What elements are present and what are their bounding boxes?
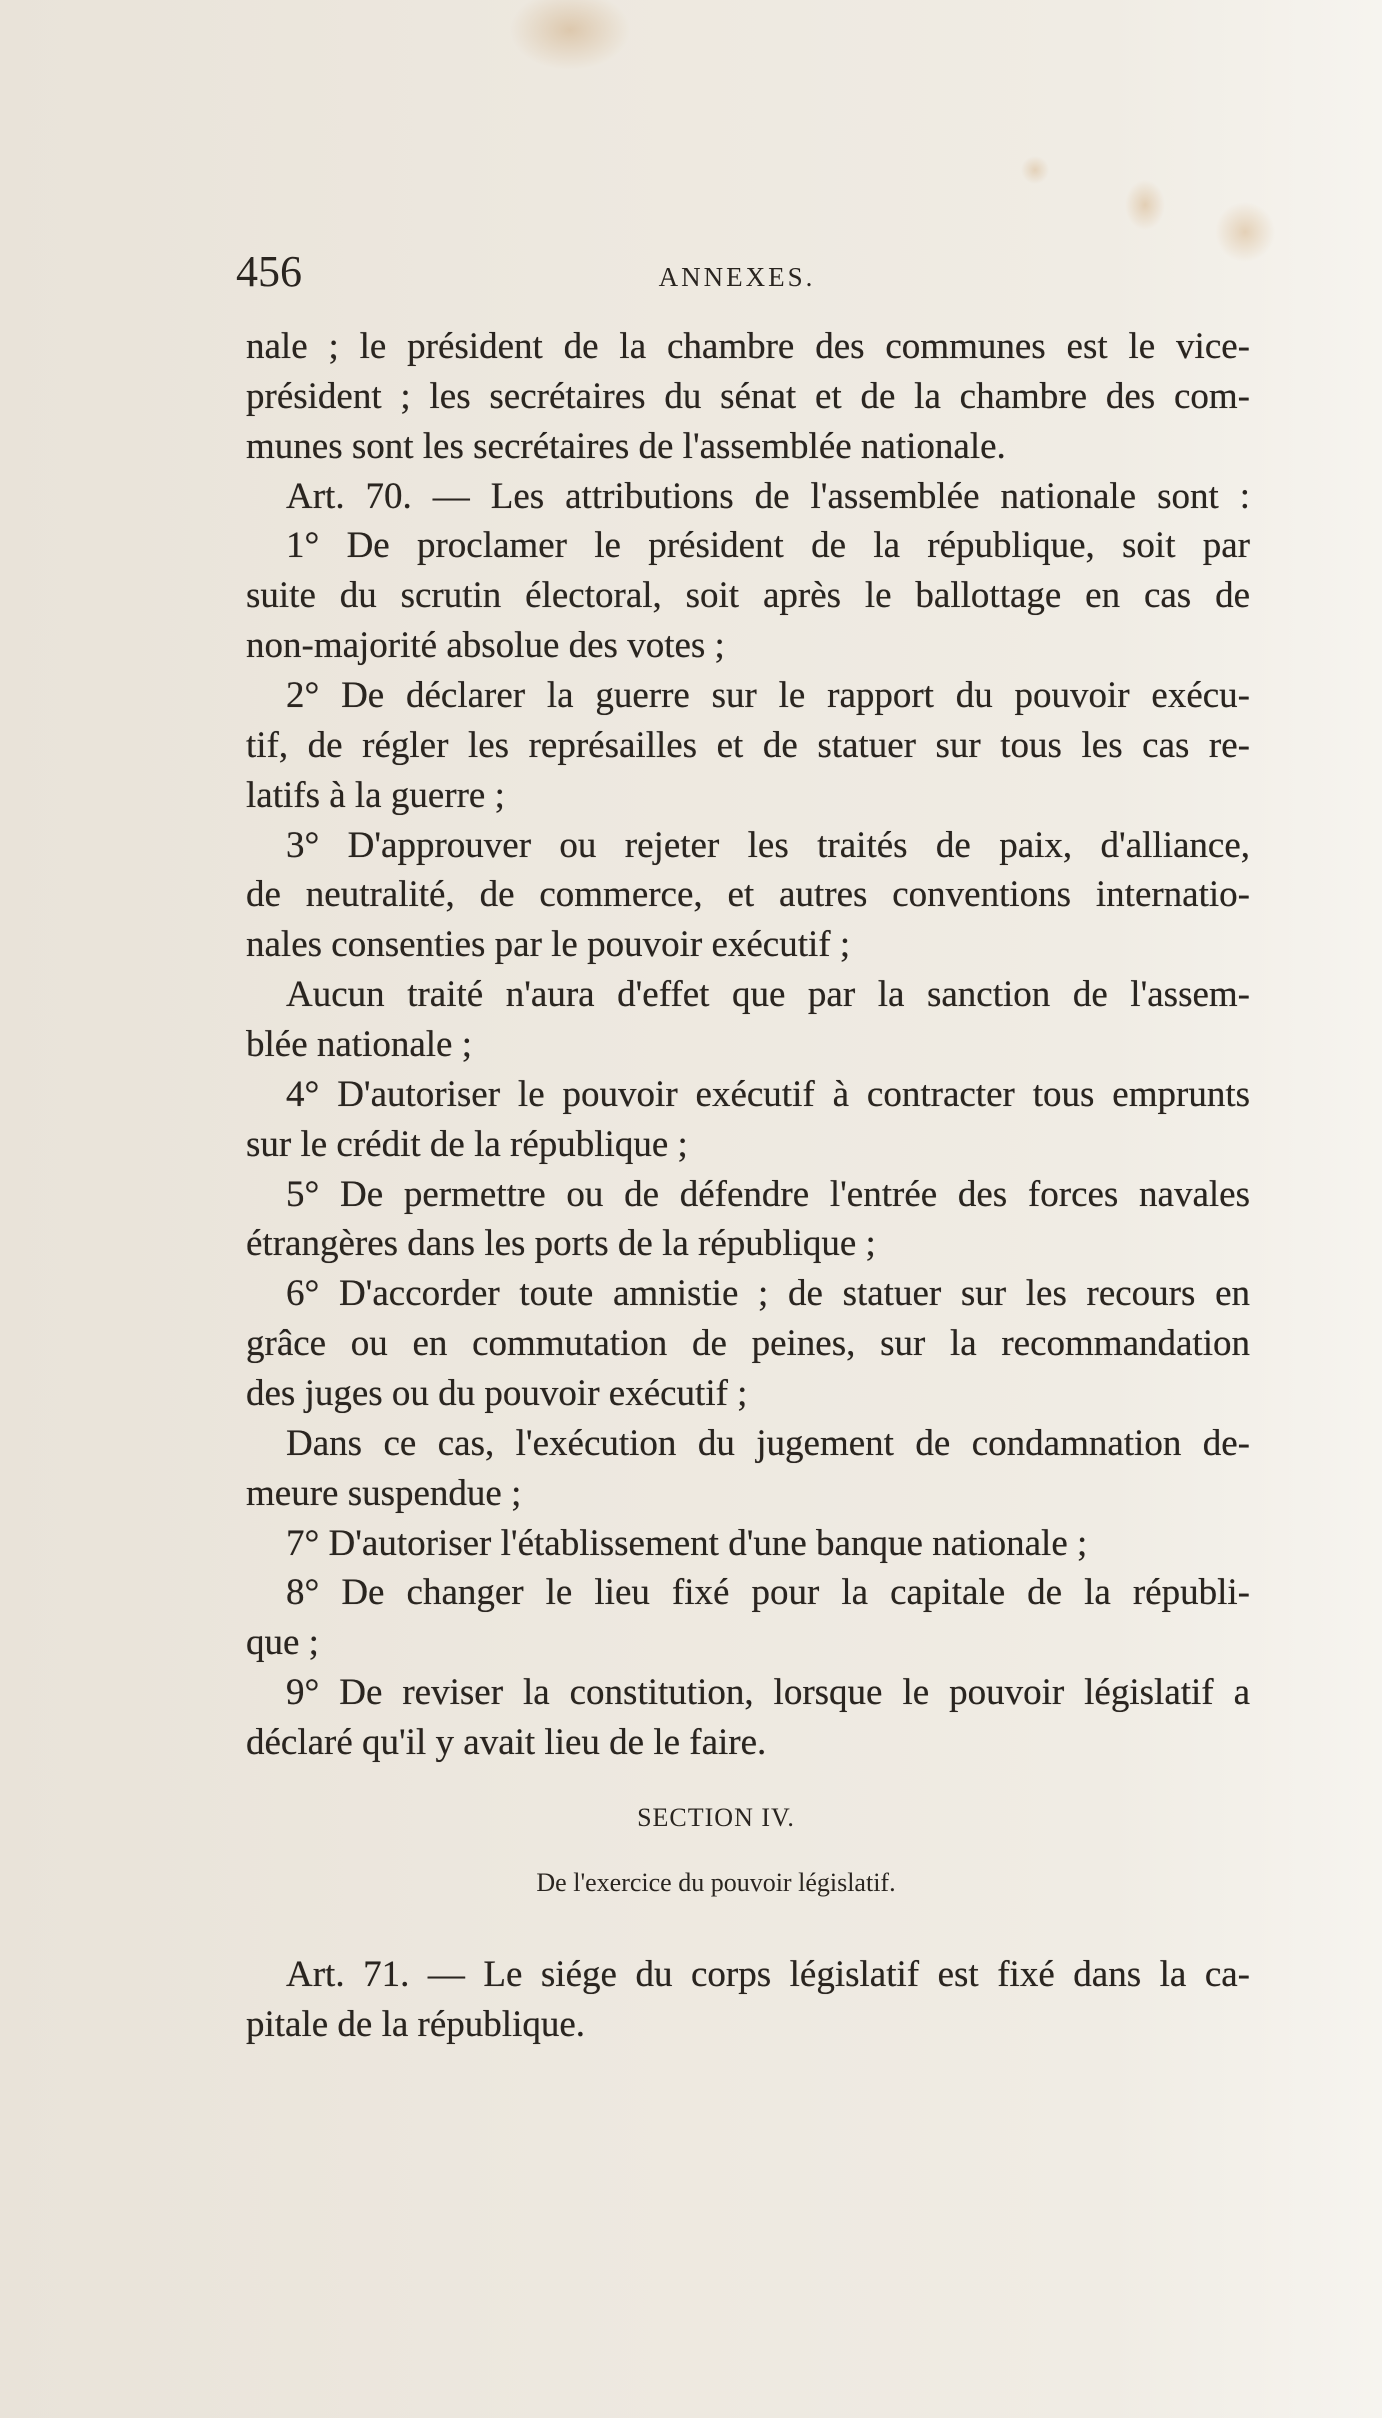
running-head: ANNEXES.	[658, 262, 816, 292]
text-line: que ;	[246, 1622, 319, 1664]
text-line: sur le crédit de la république ;	[246, 1123, 688, 1165]
text-line: grâce ou en commutation de peines, sur la recommandation	[246, 1323, 1250, 1365]
text-line: 6° D'accorder toute amnistie ; de statuer sur les recours en	[286, 1273, 1250, 1315]
text-line: de neutralité, de commerce, et autres conventions internatio-	[246, 874, 1250, 916]
text-line: étrangères dans les ports de la république ;	[246, 1223, 876, 1265]
article-71	[246, 1950, 1250, 2050]
text-line: non-majorité absolue des votes ;	[246, 625, 725, 667]
text-line: pitale de la république.	[246, 2003, 586, 2045]
text-line: munes sont les secrétaires de l'assemblée nationale.	[246, 425, 1006, 467]
text-line: déclaré qu'il y avait lieu de le faire.	[246, 1722, 767, 1764]
section-subtitle: De l'exercice du pouvoir législatif.	[536, 1868, 896, 1897]
text-line: 2° De déclarer la guerre sur le rapport du pouvoir exécu-	[286, 675, 1250, 717]
text-line: président ; les secrétaires du sénat et de la chambre des com-	[246, 375, 1250, 417]
text-line: latifs à la guerre ;	[246, 774, 505, 816]
section-title: SECTION IV.	[637, 1803, 795, 1832]
text-line: 8° De changer le lieu fixé pour la capitale de la républi-	[286, 1572, 1250, 1614]
text-line: 3° D'approuver ou rejeter les traités de paix, d'alliance,	[286, 824, 1250, 866]
text-line: 7° D'autoriser l'établissement d'une banque nationale ;	[286, 1522, 1088, 1564]
text-line: 1° De proclamer le président de la république, soit par	[286, 525, 1250, 567]
text-line: 9° De reviser la constitution, lorsque le pouvoir législatif a	[286, 1672, 1250, 1714]
text-line: suite du scrutin électoral, soit après le ballottage en cas de	[246, 575, 1250, 617]
text-line: meure suspendue ;	[246, 1472, 522, 1514]
text-line: tif, de régler les représailles et de statuer sur tous les cas re-	[246, 724, 1250, 766]
text-line: blée nationale ;	[246, 1024, 473, 1066]
text-line: des juges ou du pouvoir exécutif ;	[246, 1373, 748, 1415]
text-line: Dans ce cas, l'exécution du jugement de condamnation de-	[286, 1422, 1250, 1464]
text-line: Aucun traité n'aura d'effet que par la sanction de l'assem-	[286, 974, 1250, 1016]
article-70-heading: Art. 70. — Les attributions de l'assemblée nationale sont :	[286, 475, 1250, 517]
text-line: 5° De permettre ou de défendre l'entrée des forces navales	[286, 1173, 1250, 1215]
text-line: Art. 71. — Le siége du corps législatif est fixé dans la ca-	[286, 1954, 1250, 1995]
text-line: nales consenties par le pouvoir exécutif ;	[246, 924, 851, 966]
text-line: nale ; le président de la chambre des communes est le vice-	[246, 326, 1250, 367]
body-text	[246, 322, 1250, 1768]
text-line: 4° D'autoriser le pouvoir exécutif à contracter tous emprunts	[286, 1073, 1250, 1115]
page-number: 456	[236, 247, 302, 296]
